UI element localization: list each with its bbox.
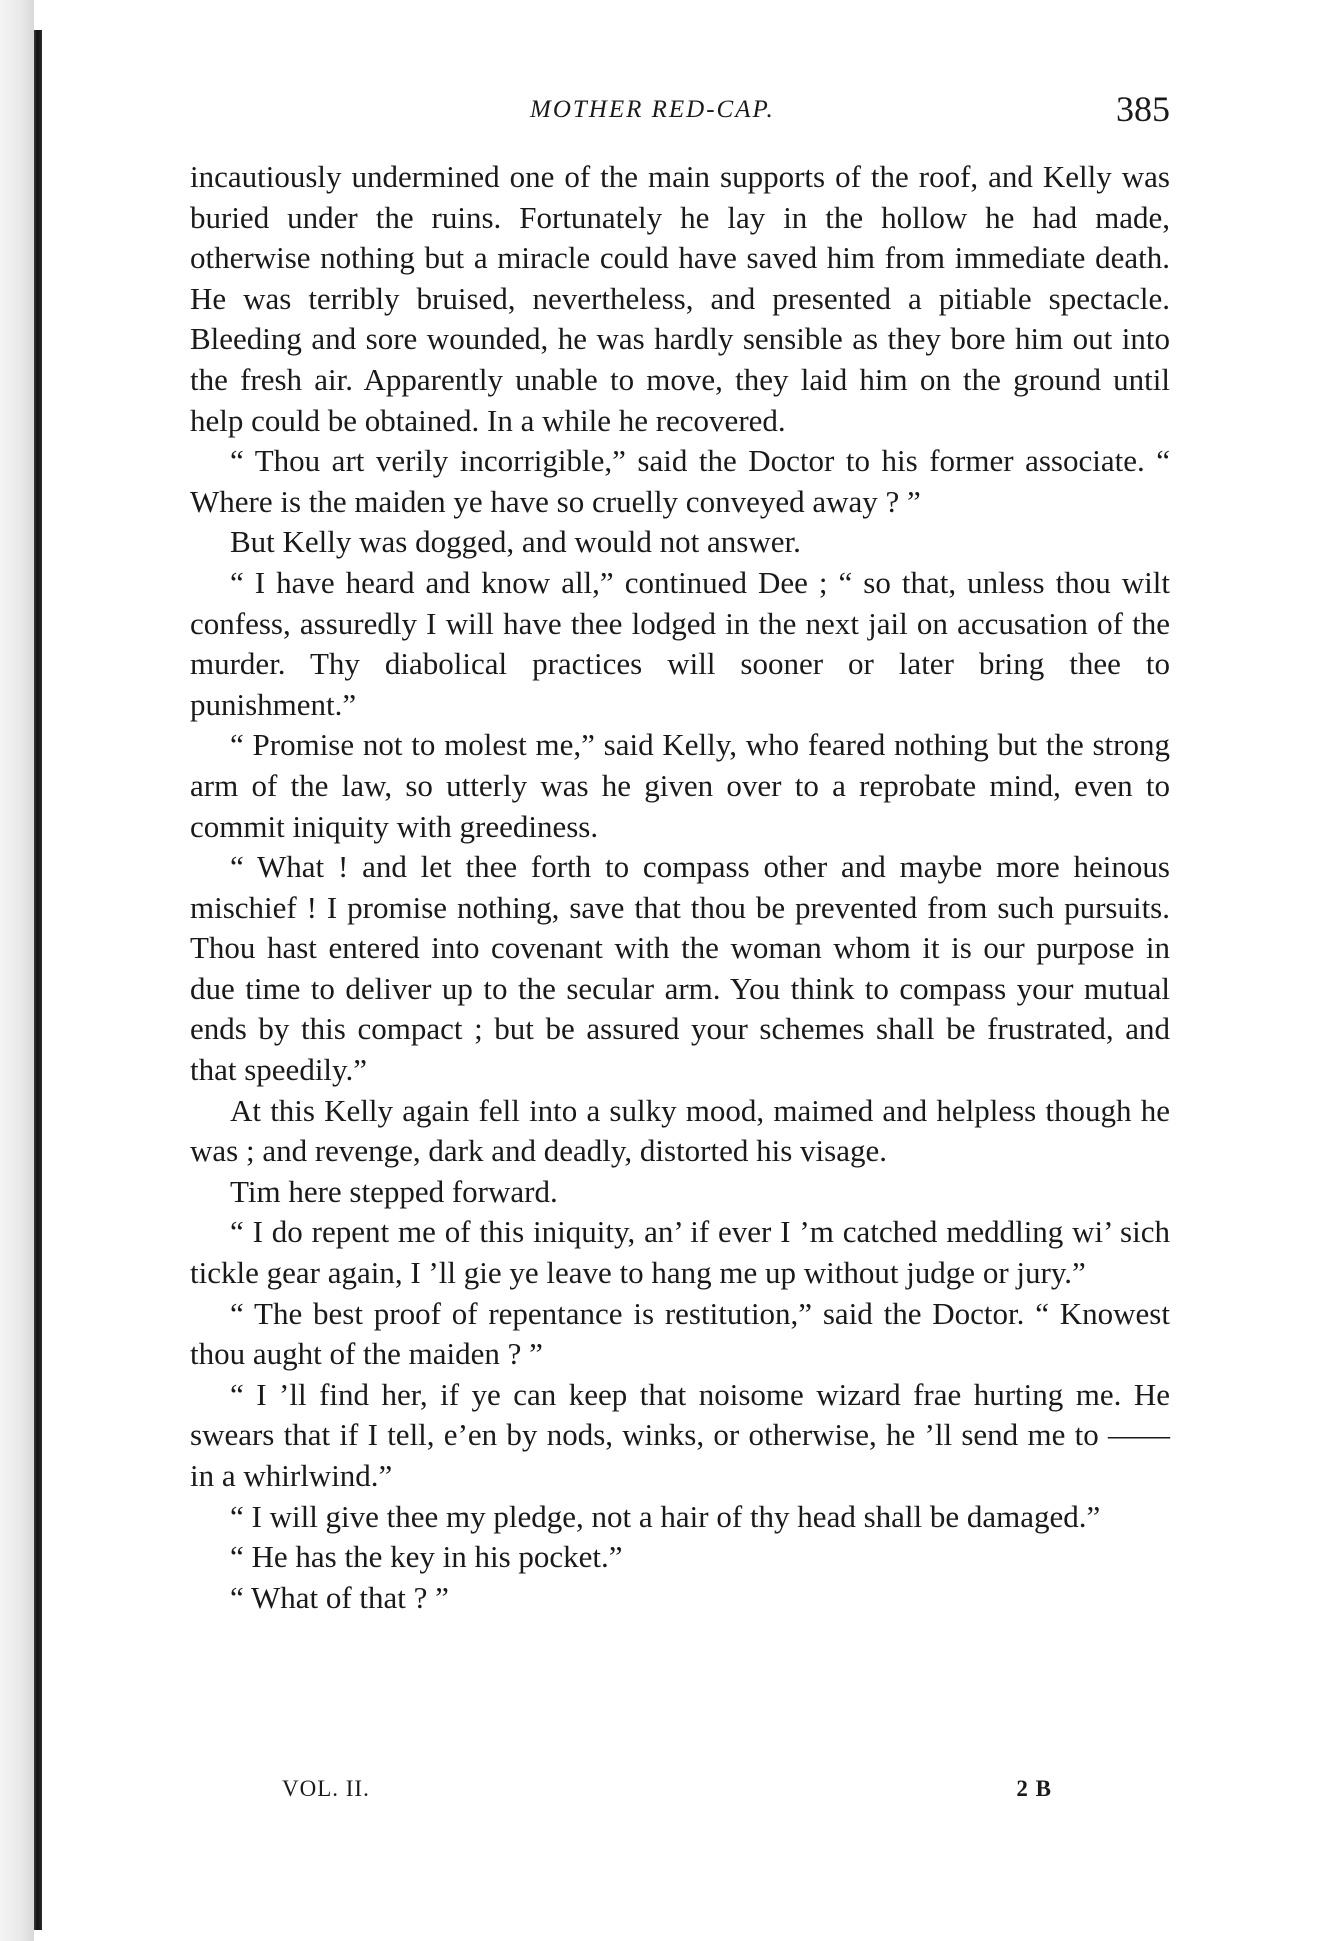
paragraph: “ I have heard and know all,” continued Dee ; “ so that, unless thou wilt confess, assuredly I will have thee lodged in the next jail on accusation of the murder. Thy diabolical practices will sooner or later bring thee to punishment.” — [190, 564, 1170, 722]
paragraph: “ The best proof of repentance is restitution,” said the Doctor. “ Knowest thou aught of the maiden ? ” — [190, 1295, 1170, 1372]
paragraph: “ He has the key in his pocket.” — [230, 1539, 623, 1575]
page-header — [190, 89, 1170, 142]
paragraph: Tim here stepped forward. — [230, 1173, 558, 1209]
paragraph: “ What ! and let thee forth to compass other and maybe more heinous mischief ! I promise nothing, save that thou be prevented from such pursuits. Thou hast entered into covenant with the woman whom it is our purpose in due time to deliver up to the secular arm. You think to compass your mutual ends by this compact ; but be assured your schemes shall be frustrated, and that speedily.” — [190, 849, 1170, 1088]
paragraph: But Kelly was dogged, and would not answer. — [230, 524, 801, 560]
signature-mark: 2 B — [1016, 1776, 1052, 1801]
paragraph: “ Promise not to molest me,” said Kelly, who feared nothing but the strong arm of the law, so utterly was he given over to a reprobate mind, even to commit iniquity with greediness. — [190, 727, 1170, 844]
paragraph: “ I ’ll find her, if ye can keep that noisome wizard frae hurting me. He swears that if I tell, e’en by nods, winks, or otherwise, he ’ll send me to —— in a whirlwind.” — [190, 1376, 1170, 1493]
running-title: MOTHER RED-CAP. — [530, 96, 775, 123]
page-number: 385 — [1116, 89, 1170, 129]
paragraph: “ I do repent me of this iniquity, an’ if ever I ’m catched meddling wi’ sich tickle gear again, I ’ll gie ye leave to hang me up without judge or jury.” — [190, 1214, 1170, 1291]
page-footer — [282, 1776, 1062, 1816]
body-text — [190, 157, 1170, 1618]
paragraph: “ What of that ? ” — [230, 1579, 449, 1615]
paragraph: At this Kelly again fell into a sulky mood, maimed and helpless though he was ; and revenge, dark and deadly, distorted his visage. — [190, 1092, 1170, 1169]
paragraph: “ Thou art verily incorrigible,” said the Doctor to his former associate. “ Where is the maiden ye have so cruelly conveyed away ? ” — [190, 443, 1170, 519]
volume-label: VOL. II. — [282, 1776, 370, 1801]
paragraph: “ I will give thee my pledge, not a hair of thy head shall be damaged.” — [230, 1498, 1101, 1534]
page-binding-shadow — [0, 0, 34, 1941]
paragraph: incautiously undermined one of the main supports of the roof, and Kelly was buried under the ruins. Fortunately he lay in the hollow he had made, otherwise nothing but a miracle could have saved him from immediate death. He was terribly bruised, nevertheless, and presented a pitiable spectacle. Bleeding and sore wounded, he was hardly sensible as they bore him out into the fresh air. Apparently unable to move, they laid him on the ground until help could be obtained. In a while he recovered. — [190, 159, 1170, 438]
page-binding-edge — [34, 30, 42, 1930]
